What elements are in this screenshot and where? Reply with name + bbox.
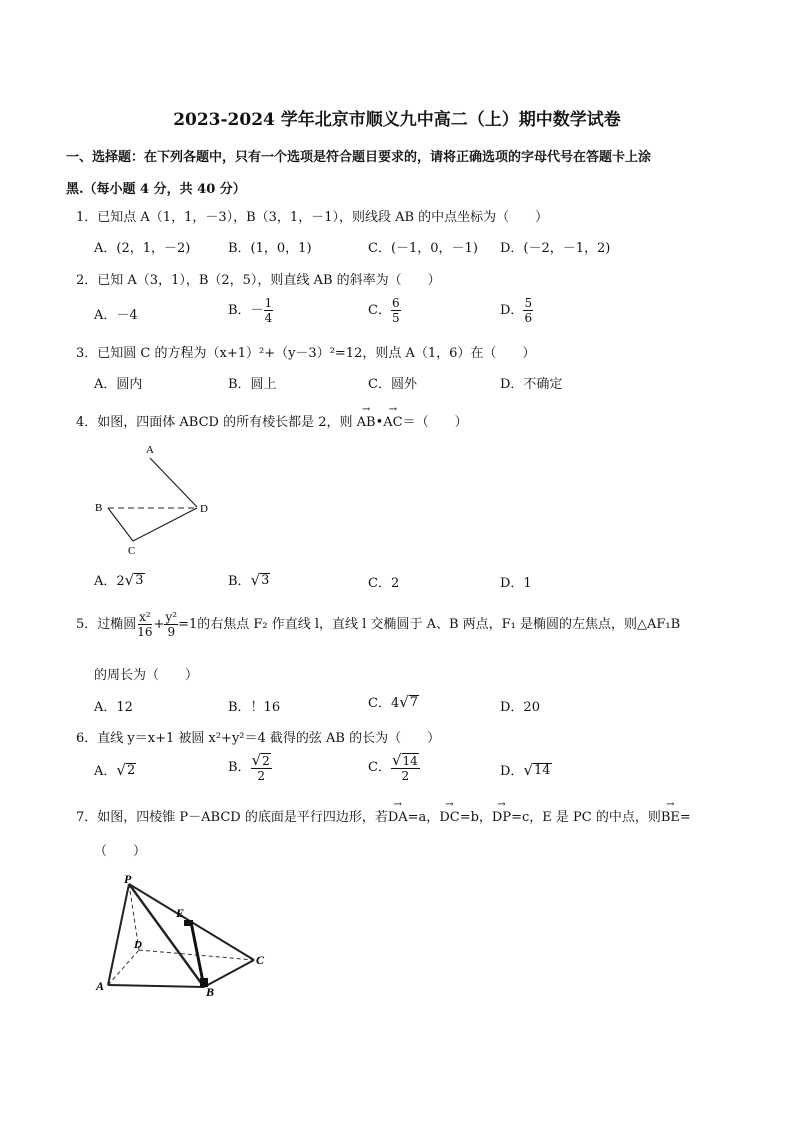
q2-option-b-sign: －: [250, 303, 264, 318]
vertex-label-c: C: [128, 545, 136, 557]
vector-be: → BE: [661, 810, 680, 825]
question-7-stem: [76, 806, 691, 825]
radical-sign: √: [391, 751, 402, 769]
radical-sign: √: [116, 761, 126, 779]
edge-bc: [204, 960, 254, 987]
vector-ab: → AB: [357, 415, 376, 430]
fraction-denominator: 2: [257, 769, 265, 783]
q4-option-a-prefix: A．2: [94, 574, 125, 589]
radicand: 2: [126, 763, 136, 778]
q1-option-d: D．(－2，－1，2): [500, 241, 611, 256]
vector-da: → DA: [388, 810, 408, 825]
q2-option-d-prefix: D．: [500, 303, 524, 318]
fraction-denominator: 16: [137, 625, 153, 639]
radical-sign: √: [124, 571, 135, 589]
question-7-line2: （ ）: [94, 844, 147, 859]
radical-sign: √: [399, 693, 409, 711]
radical-sign: √: [250, 571, 261, 589]
q4-stem-pre: 4．如图，四面体 ABCD 的所有棱长都是 2，则: [76, 415, 353, 430]
q5-option-a: A．12: [94, 700, 133, 715]
vertex-label-b: B: [95, 502, 103, 514]
fraction-numerator: x²: [139, 610, 151, 624]
vertex-label-p: P: [124, 872, 132, 886]
vertex-label-e: E: [176, 906, 185, 920]
q4-option-b-prefix: B．: [228, 574, 251, 589]
q6-option-a-prefix: A．: [94, 764, 117, 779]
q4-option-a: [94, 570, 145, 589]
q7-eq2: =b，: [459, 810, 492, 825]
q2-option-a: A．－4: [94, 308, 138, 323]
fraction-numerator: 6: [391, 296, 400, 310]
q2-option-d-fraction: [523, 296, 533, 325]
fraction-numerator: [391, 752, 420, 769]
question-2-stem: 2．已知 A（3，1），B（2，5），则直线 AB 的斜率为（ ）: [76, 273, 441, 288]
sqrt-expression: [125, 572, 145, 588]
edge-cd: [133, 508, 197, 541]
sqrt-expression: [252, 752, 271, 768]
q7-eq4: =: [679, 810, 691, 825]
vector-dp: → DP: [492, 810, 511, 825]
q5-option-b: B．！16: [228, 700, 281, 715]
ellipse-y-term: [164, 610, 178, 639]
q2-option-b-fraction: [264, 296, 274, 325]
sqrt-expression: [399, 694, 419, 710]
question-5-line2: 的周长为（ ）: [94, 668, 199, 683]
radical-sign: √: [251, 751, 262, 769]
q3-option-a: A．圆内: [94, 377, 143, 392]
q2-option-b: [228, 296, 273, 325]
q7-eq1: =a，: [407, 810, 440, 825]
vertex-label-c: C: [256, 953, 265, 967]
q7-eq3: =c，E 是 PC 的中点，则: [511, 810, 661, 825]
vector-ac: → AC: [383, 415, 402, 430]
q4-option-d: D．1: [500, 576, 532, 591]
ellipse-x-term: [136, 610, 153, 639]
q3-option-d: D．不确定: [500, 377, 563, 392]
vertex-label-a: A: [96, 979, 105, 993]
vector-dc: → DC: [439, 810, 459, 825]
q5-stem-post: 的右焦点 F₂ 作直线 l，直线 l 交椭圆于 A、B 两点，F₁ 是椭圆的左焦点，则△AF₁B: [197, 617, 681, 632]
q3-option-b: B．圆上: [228, 377, 277, 392]
edge-ad: [150, 458, 197, 507]
edge-bc: [108, 508, 133, 541]
radicand: 2: [262, 754, 270, 768]
fraction-numerator: 5: [524, 296, 533, 310]
section-instruction-line2: 黑.（每小题 4 分，共 40 分）: [66, 182, 246, 197]
question-4-stem: [76, 411, 468, 430]
q6-option-a: [94, 760, 136, 779]
q1-option-c: C．(－1，0，－1): [368, 241, 478, 256]
q2-option-b-prefix: B．: [228, 303, 251, 318]
sqrt-expression: [251, 572, 271, 588]
sqrt-expression: [523, 762, 551, 778]
q5-option-c: [368, 692, 419, 711]
fraction-denominator: 5: [391, 311, 400, 325]
section-instruction-line1: 一、选择题：在下列各题中，只有一个选项是符合题目要求的，请将正确选项的字母代号在答题卡上涂: [66, 150, 652, 165]
edge-pa: [108, 884, 129, 985]
q6-option-c-fraction: [391, 752, 420, 783]
q4-option-c: C．2: [368, 576, 400, 591]
q2-option-d: [500, 296, 533, 325]
q1-option-a: A．(2，1，－2): [94, 241, 191, 256]
q4-option-b: [228, 570, 270, 589]
edge-ab: [108, 985, 204, 987]
fraction-denominator: 9: [167, 625, 176, 639]
plus-sign: +: [153, 617, 165, 632]
q6-option-b: [228, 752, 272, 783]
tetrahedron-figure: [90, 440, 220, 560]
q6-option-c-prefix: C．: [368, 760, 391, 775]
vertex-label-b: B: [206, 985, 215, 999]
radical-sign: √: [523, 761, 533, 779]
fraction-denominator: 2: [401, 769, 410, 783]
q2-option-c-prefix: C．: [368, 303, 391, 318]
q6-option-b-fraction: [251, 752, 272, 783]
fraction-numerator: 1: [264, 296, 273, 310]
q2-option-c: [368, 296, 401, 325]
fraction-numerator: [251, 752, 272, 769]
vertex-label-a: A: [146, 444, 154, 456]
equals-one: =1: [178, 617, 198, 632]
question-6-stem: 6．直线 y＝x+1 被圆 x²+y²＝4 截得的弦 AB 的长为（ ）: [76, 731, 441, 746]
fraction-denominator: 6: [524, 311, 533, 325]
q5-stem-pre: 5．过椭圆: [76, 617, 137, 632]
sqrt-expression: [392, 752, 419, 768]
q6-option-b-prefix: B．: [228, 760, 251, 775]
page-title: 2023-2024 学年北京市顺义九中高二（上）期中数学试卷: [173, 110, 621, 130]
midpoint-e-marker: [184, 920, 193, 926]
radicand: 3: [135, 573, 144, 588]
q5-option-d: D．20: [500, 700, 540, 715]
radicand: 3: [261, 573, 270, 588]
q2-option-c-fraction: [391, 296, 401, 325]
sqrt-expression: [116, 762, 136, 778]
vertex-label-d: D: [200, 503, 208, 515]
q6-option-c: [368, 752, 420, 783]
q7-stem-pre: 7．如图，四棱锥 P－ABCD 的底面是平行四边形，若: [76, 810, 388, 825]
radicand: 14: [402, 754, 418, 768]
radicand: 7: [409, 695, 419, 710]
radicand: 14: [534, 763, 551, 778]
question-1-stem: 1．已知点 A（1，1，－3），B（3，1，－1），则线段 AB 的中点坐标为（ ）: [76, 210, 549, 225]
dot-operator: •: [375, 415, 384, 430]
pyramid-figure: [94, 870, 274, 1000]
vertex-label-d: D: [134, 939, 142, 951]
q6-option-d: [500, 760, 552, 779]
question-5-stem: [76, 610, 680, 639]
q4-stem-post: ＝（ ）: [402, 415, 468, 430]
fraction-numerator: y²: [165, 610, 178, 624]
question-3-stem: 3．已知圆 C 的方程为（x+1）²+（y－3）²=12，则点 A（1，6）在（ ）: [76, 346, 536, 361]
q5-option-c-prefix: C．4: [368, 696, 400, 711]
q6-option-d-prefix: D．: [500, 764, 524, 779]
q1-option-b: B．(1，0，1): [228, 241, 312, 256]
q3-option-c: C．圆外: [368, 377, 417, 392]
fraction-denominator: 4: [264, 311, 273, 325]
